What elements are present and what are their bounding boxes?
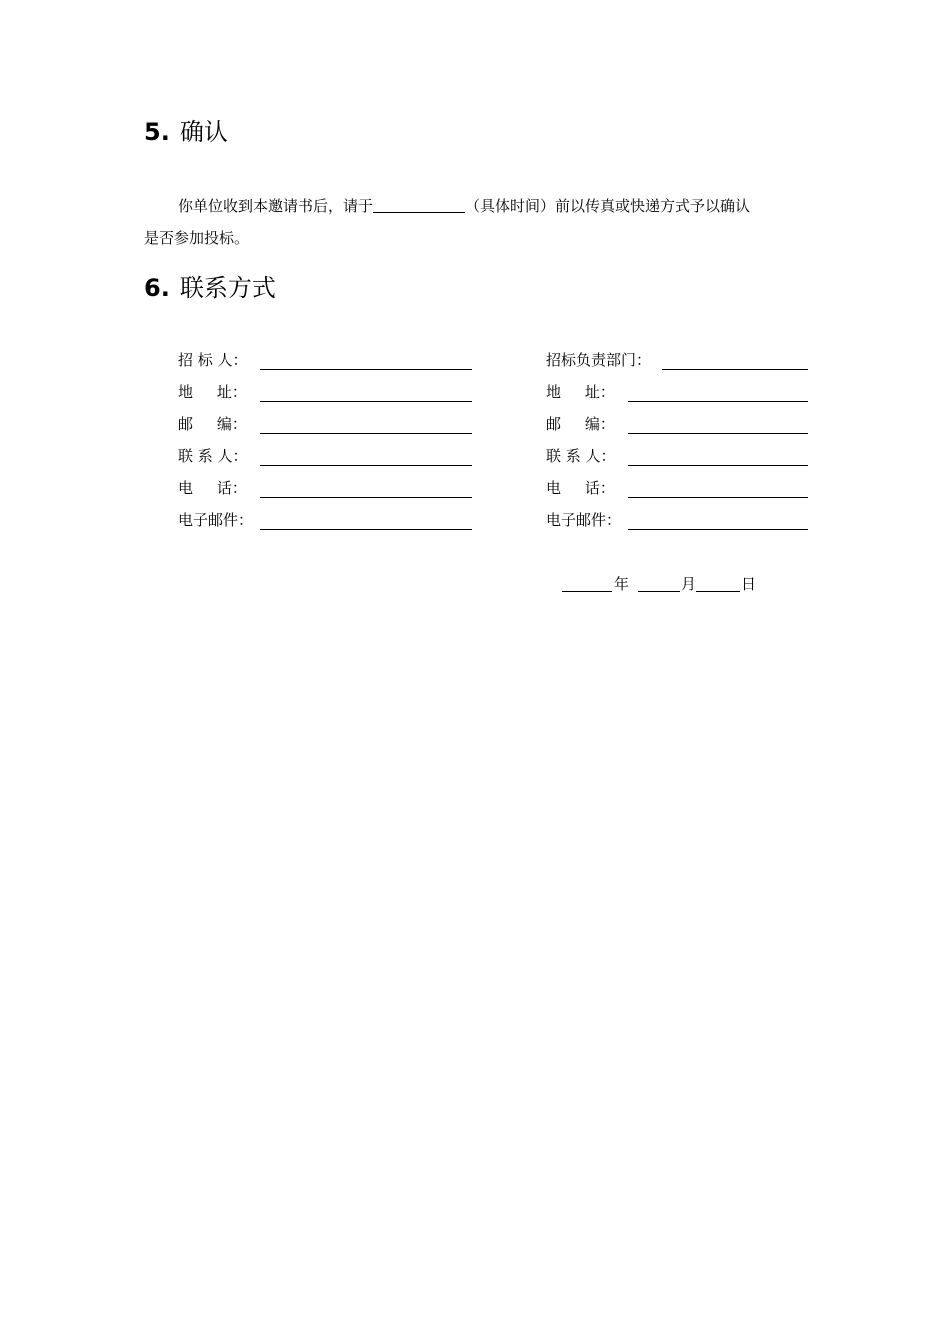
right-contact-row-address — [546, 382, 808, 402]
section-6-heading — [144, 274, 276, 302]
fill-line[interactable] — [260, 433, 472, 434]
paragraph-text-line2: 是否参加投标。 — [144, 229, 250, 247]
day-blank[interactable] — [696, 591, 740, 592]
field-label: 招标负责部门： — [546, 351, 652, 369]
year-blank[interactable] — [562, 591, 612, 592]
field-label: 邮 编： — [546, 415, 615, 433]
fill-line[interactable] — [260, 401, 472, 402]
field-label: 邮 编： — [178, 415, 247, 433]
field-label: 电子邮件： — [178, 511, 254, 529]
day-label: 日 — [741, 575, 757, 593]
left-contact-row-email — [178, 510, 472, 530]
fill-line[interactable] — [260, 529, 472, 530]
section-6-title: 联系方式 — [179, 274, 276, 302]
field-label: 电 话： — [546, 479, 615, 497]
right-contact-row-email — [546, 510, 808, 530]
field-label: 电子邮件： — [546, 511, 622, 529]
fill-line[interactable] — [628, 497, 808, 498]
right-contact-row-department — [546, 350, 808, 370]
left-contact-row-contact-person — [178, 446, 472, 466]
field-label: 地 址： — [546, 383, 615, 401]
section-5-title: 确认 — [179, 118, 228, 146]
field-label: 招 标 人： — [178, 351, 248, 369]
fill-line[interactable] — [260, 369, 472, 370]
paragraph-text-part2: （具体时间）前以传真或快递方式予以确认 — [465, 197, 751, 215]
left-contact-row-tenderer — [178, 350, 472, 370]
paragraph-text-part1: 你单位收到本邀请书后，请于 — [178, 197, 374, 215]
left-contact-row-address — [178, 382, 472, 402]
fill-line[interactable] — [662, 369, 808, 370]
right-contact-row-contact-person — [546, 446, 808, 466]
fill-line[interactable] — [260, 497, 472, 498]
fill-line[interactable] — [260, 465, 472, 466]
fill-line[interactable] — [628, 433, 808, 434]
month-blank[interactable] — [638, 591, 680, 592]
field-label: 联 系 人： — [546, 447, 616, 465]
section-5-heading — [144, 118, 228, 146]
right-contact-row-postcode — [546, 414, 808, 434]
left-contact-row-postcode — [178, 414, 472, 434]
section-5-number: 5. — [144, 118, 170, 146]
confirmation-paragraph — [144, 190, 814, 254]
fill-line[interactable] — [628, 529, 808, 530]
time-blank[interactable] — [373, 198, 465, 213]
field-label: 联 系 人： — [178, 447, 248, 465]
left-contact-row-phone — [178, 478, 472, 498]
section-6-number: 6. — [144, 274, 170, 302]
field-label: 电 话： — [178, 479, 247, 497]
right-contact-row-phone — [546, 478, 808, 498]
year-label: 年 — [614, 575, 630, 593]
fill-line[interactable] — [628, 465, 808, 466]
fill-line[interactable] — [628, 401, 808, 402]
month-label: 月 — [681, 575, 697, 593]
field-label: 地 址： — [178, 383, 247, 401]
